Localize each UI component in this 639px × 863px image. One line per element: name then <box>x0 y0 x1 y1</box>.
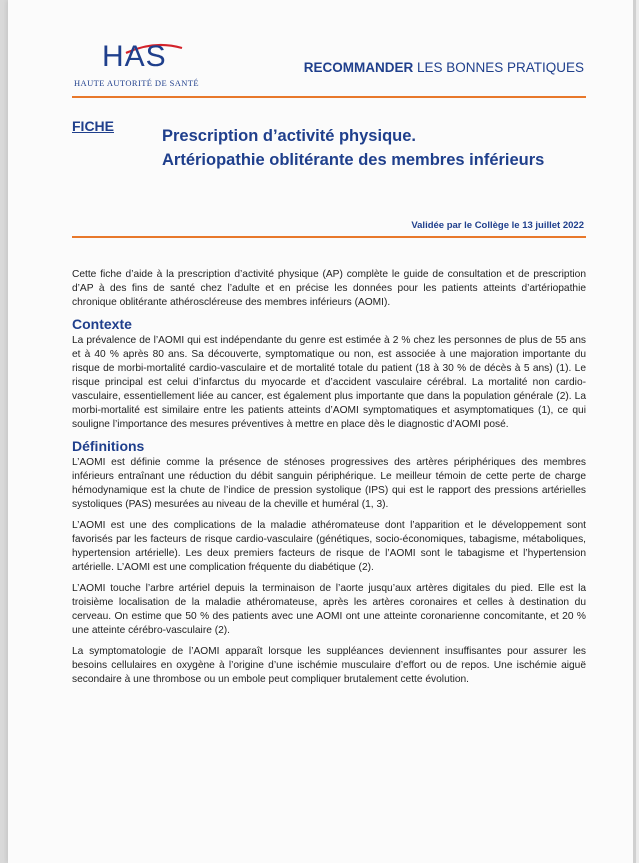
page-title <box>162 124 592 172</box>
definitions-paragraph-3: L’AOMI touche l’arbre artériel depuis la terminaison de l’aorte jusqu’aux artères digitales du pied. Elle est la troisième localisation de la maladie athéromateuse, après les artères coronaires et celles à destination du cerveau. On estime que 50 % des patients avec une AOMI ont une atteinte coronarienne concomitante, et 20 % une atteinte cérébro-vasculaire (2). <box>72 583 586 636</box>
has-logo <box>74 40 214 90</box>
document-body <box>72 268 586 694</box>
intro-paragraph: Cette fiche d’aide à la prescription d’activité physique (AP) complète le guide de consultation et de prescription d’AP à des fins de santé chez l’adulte et en précise les données pour les patients atteints d’artériopathie chronique oblitérante athéroscléreuse des membres inférieurs (AOMI). <box>72 269 586 308</box>
header-tag-rest: LES BONNES PRATIQUES <box>413 60 584 75</box>
document-page <box>8 0 636 863</box>
section-heading-contexte: Contexte <box>72 316 132 332</box>
section-heading-definitions: Définitions <box>72 438 145 454</box>
logo-subtitle: HAUTE AUTORITÉ DE SANTÉ <box>74 78 199 88</box>
contexte-paragraph: La prévalence de l’AOMI qui est indépendante du genre est estimée à 2 % chez les personnes de plus de 55 ans et à 40 % après 80 ans. Sa découverte, symptomatique ou non, est associée à une majoration importante du risque de morbi-mortalité cardio-vasculaire et de mortalité totale du patient (18 à 30 % de décès à 5 ans) (1). Le risque principal est celui d’infarctus du myocarde et d’accident vasculaire cérébral. La mortalité non cardio-vasculaire, essentiellement liée au cancer, est également plus importante que dans la population générale (2). La morbi-mortalité est similaire entre les patients atteints d’AOMI symptomatiques et asymptomatiques (1), ce qui souligne l’importance des mesures préventives à mettre en place dès le diagnostic d’AOMI posé. <box>72 335 586 430</box>
page-edge-right <box>633 0 636 863</box>
definitions-paragraph-1: L’AOMI est définie comme la présence de sténoses progressives des artères périphériques des membres inférieurs entraînant une réduction du débit sanguin périphérique. Le meilleur témoin de cette perte de charge hémodynamique est la chute de l’indice de pression systolique (IPS) qui est le rapport des pressions artérielles systoliques (PAS) mesurées au niveau de la cheville et huméral (1, 3). <box>72 457 586 510</box>
fiche-label: FICHE <box>72 118 114 134</box>
definitions-paragraph-2: L’AOMI est une des complications de la maladie athéromateuse dont l’apparition et le développement sont favorisés par les facteurs de risque cardio-vasculaire (génétiques, socio-économiques, tabagisme, métaboliques, hypertension artérielle). Les deux premiers facteurs de risque de l’AOMI sont le tabagisme et l’hypertension artérielle. L’AOMI est une complication fréquente du diabétique (2). <box>72 520 586 573</box>
logo-letters: HAS <box>102 40 167 73</box>
validation-date: Validée par le Collège le 13 juillet 2022 <box>411 220 584 231</box>
definitions-paragraph-4: La symptomatologie de l’AOMI apparaît lorsque les suppléances deviennent insuffisantes pour assurer les besoins cellulaires en oxygène à l’origine d’une ischémie musculaire d’effort ou de repos. Une ischémie aiguë secondaire à une thrombose ou un embole peut compliquer brutalement cette évolution. <box>72 646 586 685</box>
title-line-1: Prescription d’activité physique. <box>162 127 416 145</box>
page-edge-left <box>0 0 8 863</box>
header-tag-bold: RECOMMANDER <box>303 60 414 75</box>
title-line-2: Artériopathie oblitérante des membres inférieurs <box>162 151 545 169</box>
header-divider <box>72 96 586 98</box>
title-divider <box>72 236 586 238</box>
header-tagline <box>304 60 584 75</box>
